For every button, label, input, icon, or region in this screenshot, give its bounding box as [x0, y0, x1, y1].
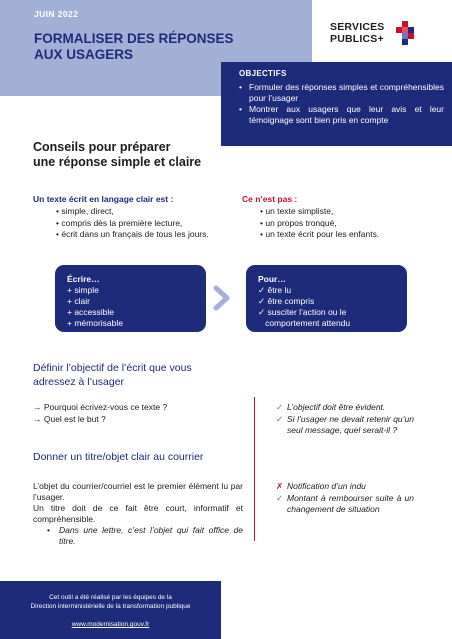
list-item: • un texte simpliste, — [260, 206, 334, 216]
services-publics-logo — [330, 21, 385, 45]
not-text-list — [260, 206, 379, 241]
list-item: ✗ Notification d’un indu — [276, 481, 366, 491]
check-icon: ✓ — [276, 492, 284, 503]
publication-date: JUIN 2022 — [34, 9, 79, 19]
list-item: ✓ susciter l’action ou le — [258, 307, 347, 317]
page-title — [34, 31, 304, 63]
footer-link[interactable]: www.modernisation.gouv.fr — [71, 621, 150, 628]
page-title-line2: AUX USAGERS — [34, 47, 134, 62]
objective-item: • Formuler des réponses simples et compréhensibles pour l’usager — [239, 82, 444, 103]
chevron-right-icon — [212, 285, 234, 311]
logo-cross-icon — [394, 21, 418, 45]
list-item: → Pourquoi écrivez-vous ce texte ? — [33, 402, 168, 412]
logo-line1: SERVICES — [330, 21, 385, 33]
list-item: • un texte écrit pour les enfants. — [260, 229, 380, 239]
list-item: • compris dès la première lecture, — [56, 217, 183, 228]
objective-item: • Montrer aux usagers que leur avis et leur témoignage sont bien pris en compte — [239, 104, 444, 125]
objectives-title: OBJECTIFS — [239, 69, 287, 78]
list-item: • simple, direct, — [56, 206, 114, 216]
not-text-heading: Ce n’est pas : — [242, 194, 298, 204]
logo-line2: PUBLICS+ — [330, 33, 384, 45]
list-item: ✓ Si l’usager ne devait retenir qu’un seul message, quel serait-il ? — [276, 413, 414, 435]
cross-icon: ✗ — [276, 481, 284, 491]
questions-list — [33, 402, 167, 425]
list-item: + mémorisable — [67, 318, 123, 328]
ecrire-heading: Écrire… — [67, 274, 100, 284]
footer — [0, 581, 221, 639]
list-item: + clair — [67, 296, 90, 306]
list-item: comportement attendu — [258, 318, 351, 328]
divider — [254, 397, 255, 541]
clear-text-heading: Un texte écrit en langage clair est : — [33, 194, 174, 204]
list-item: • un propos tronqué, — [260, 217, 337, 228]
footer-credit: Cet outil a été réalisé par les équipes de la Direction interministérielle de la transformation publique — [30, 594, 191, 610]
check-icon: ✓ — [276, 413, 284, 424]
check-icon: ✓ — [276, 402, 284, 412]
objectives-box — [221, 62, 452, 146]
title-examples — [276, 481, 414, 516]
objective-answers — [276, 402, 414, 437]
list-item: ✓ être compris — [258, 296, 315, 306]
list-item: ✓ être lu — [258, 285, 292, 295]
objective-section-heading: Définir l’objectif de l’écrit que vous adressez à l’usager — [33, 362, 192, 388]
list-item: ✓ L’objectif doit être évident. — [276, 402, 386, 412]
list-item: ✓ Montant à rembourser suite à un changement de situation — [276, 492, 414, 514]
list-item: + accessible — [67, 307, 115, 317]
title-section-body: L’objet du courrier/courriel est le premier élément lu par l’usager. Un titre doit de ce fait être court, informatif et compréhensible. • Dans une lettre, c’est l’objet qui fait office de titre. — [33, 481, 243, 546]
clear-text-list — [56, 206, 209, 241]
title-section-heading: Donner un titre/objet clair au courrier — [33, 451, 204, 463]
objectives-list — [239, 82, 444, 126]
list-item: • écrit dans un français de tous les jours. — [56, 229, 209, 239]
list-item: + simple — [67, 285, 99, 295]
pour-box — [246, 265, 407, 332]
page-title-line1: FORMALISER DES RÉPONSES — [34, 31, 234, 46]
ecrire-box — [55, 265, 206, 332]
list-item: → Quel est le but ? — [33, 413, 106, 424]
conseils-heading: Conseils pour préparer une réponse simple et claire — [33, 140, 202, 169]
pour-heading: Pour… — [258, 274, 286, 284]
